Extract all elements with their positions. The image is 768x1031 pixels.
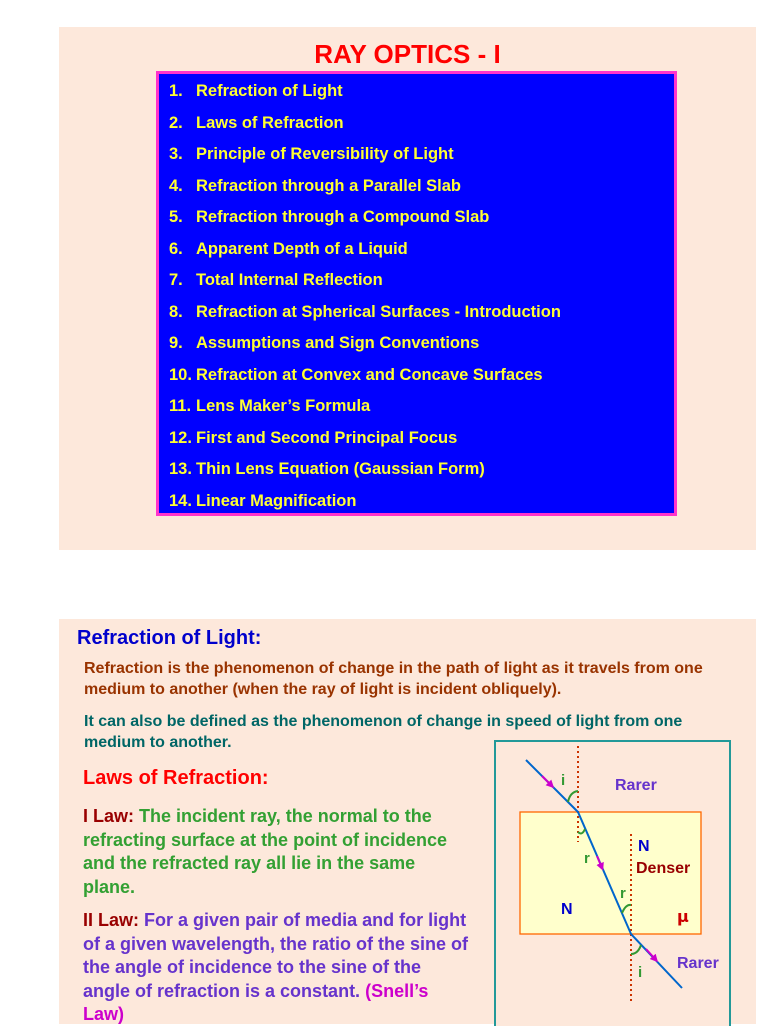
table-of-contents [156,71,677,516]
alternate-definition-paragraph: It can also be defined as the phenomenon of change in speed of light from one medium to another. [84,713,683,751]
toc-item: 7. Total Internal Reflection [169,271,383,289]
emergent-arrow [646,949,656,960]
toc-item: 5. Refraction through a Compound Slab [169,208,490,226]
refraction-diagram-svg [496,742,729,1026]
laws-heading: Laws of Refraction: [83,767,269,789]
label-normal-bottom: N [561,901,573,918]
snells-law-label: (Snell’s Law) [83,980,429,1024]
toc-item: 9. Assumptions and Sign Conventions [169,334,480,352]
toc-item: 8. Refraction at Spherical Surfaces - Introduction [169,302,561,321]
first-law-text: The incident ray, the normal to the refracting surface at the point of incidence and the refracted ray all lie in the same plane. [83,806,448,897]
toc-item: 10. Refraction at Convex and Concave Surfaces [169,365,543,384]
first-law-label: I Law: [83,806,135,826]
contents-slide [59,27,756,550]
toc-item: 6. Apparent Depth of a Liquid [169,239,408,258]
label-denser: Denser [636,860,691,877]
incident-arrow [542,776,552,786]
label-rarer-bottom: Rarer [677,955,719,972]
refraction-slide [59,619,756,1024]
toc-item: 11. Lens Maker’s Formula [169,397,371,415]
toc-item: 13. Thin Lens Equation (Gaussian Form) [169,460,485,478]
definition-paragraph: Refraction is the phenomenon of change in the path of light as it travels from one medium to another (when the ray of light is incident obliquely). [84,660,703,698]
second-law [83,909,473,1027]
label-mu: μ [677,907,689,926]
toc-item: 4. Refraction through a Parallel Slab [169,176,461,195]
toc-item: 14. Linear Magnification [169,491,357,510]
toc-item: 2. Laws of Refraction [169,113,344,132]
section-heading: Refraction of Light: [77,627,262,649]
label-angle-i-top: i [561,772,566,789]
toc-item: 1. Refraction of Light [169,82,343,100]
label-angle-i-bottom: i [638,964,643,981]
refraction-diagram [494,740,731,1026]
angle-arc-i-bottom [631,945,641,954]
label-angle-r-bottom: r [620,885,626,902]
angle-arc-i-top [568,791,578,802]
first-law [83,805,453,899]
toc-item: 3. Principle of Reversibility of Light [169,145,454,163]
second-law-text: For a given pair of media and for light of a given wavelength, the ratio of the sine of the angle of incidence to the sine of the angle of refraction is a constant. [83,910,469,1001]
label-normal-top: N [638,838,650,855]
label-rarer-top: Rarer [615,777,657,794]
slide-title: RAY OPTICS - I [314,39,501,69]
toc-item: 12. First and Second Principal Focus [169,428,458,447]
label-angle-r-top: r [584,850,590,867]
second-law-label: II Law: [83,910,140,930]
